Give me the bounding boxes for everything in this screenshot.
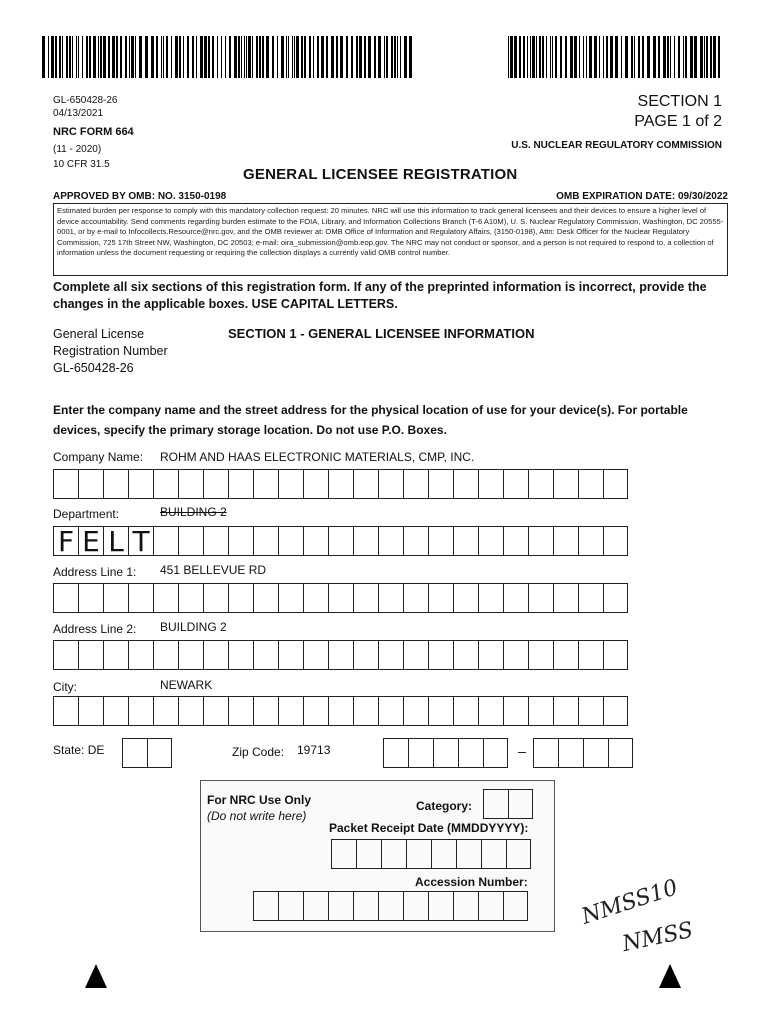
char-cell[interactable] — [378, 696, 403, 726]
char-cell[interactable] — [53, 526, 78, 556]
char-cell[interactable] — [503, 696, 528, 726]
char-cell[interactable] — [178, 469, 203, 499]
handwritten-nmss: NMSS — [620, 917, 696, 958]
section-number: SECTION 1 — [637, 93, 722, 110]
zip-input[interactable] — [383, 738, 508, 768]
char-cell[interactable] — [553, 696, 578, 726]
char-cell[interactable] — [506, 839, 531, 869]
registration-number: GL-650428-26 — [53, 361, 134, 375]
zip-dash — [518, 752, 526, 753]
handwritten-nmss10: NMSS10 — [578, 875, 681, 930]
accession-label: Accession Number: — [415, 875, 528, 889]
char-cell[interactable] — [458, 738, 483, 768]
nrc-use-box — [200, 780, 555, 932]
char-cell[interactable] — [406, 839, 431, 869]
char-cell[interactable] — [78, 526, 103, 556]
char-cell[interactable] — [403, 526, 428, 556]
registration-label-2: Registration Number — [53, 344, 168, 358]
char-cell[interactable] — [128, 640, 153, 670]
zip-ext-input[interactable] — [533, 738, 633, 768]
form-date: 04/13/2021 — [53, 108, 104, 119]
char-cell[interactable] — [103, 469, 128, 499]
form-title: GENERAL LICENSEE REGISTRATION — [243, 166, 518, 183]
form-name: NRC FORM 664 — [53, 126, 134, 138]
char-cell[interactable] — [278, 696, 303, 726]
char-cell[interactable] — [428, 583, 453, 613]
zip-value: 19713 — [297, 743, 331, 757]
address1-value: 451 BELLEVUE RD — [160, 563, 267, 577]
address1-input[interactable] — [53, 583, 628, 613]
char-cell[interactable] — [253, 526, 278, 556]
char-cell[interactable] — [508, 789, 533, 819]
char-cell[interactable] — [228, 469, 253, 499]
char-cell[interactable] — [356, 839, 381, 869]
char-cell[interactable] — [478, 640, 503, 670]
form-id: GL-650428-26 — [53, 95, 118, 106]
char-cell[interactable] — [353, 891, 378, 921]
char-cell[interactable] — [608, 738, 633, 768]
nrc-use-subtitle: (Do not write here) — [207, 809, 307, 823]
registration-label-1: General License — [53, 327, 145, 341]
char-cell[interactable] — [103, 526, 128, 556]
char-cell[interactable] — [503, 640, 528, 670]
section-title: SECTION 1 - GENERAL LICENSEE INFORMATION — [228, 326, 535, 341]
barcode-right — [508, 36, 722, 78]
char-cell[interactable] — [328, 469, 353, 499]
char-cell[interactable] — [53, 640, 78, 670]
char-cell[interactable] — [428, 696, 453, 726]
char-cell[interactable] — [478, 526, 503, 556]
char-cell[interactable] — [403, 891, 428, 921]
char-cell[interactable] — [147, 738, 172, 768]
char-cell[interactable] — [153, 526, 178, 556]
handwritten-letter: L — [108, 524, 124, 558]
char-cell[interactable] — [428, 640, 453, 670]
char-cell[interactable] — [603, 640, 628, 670]
city-input[interactable] — [53, 696, 628, 726]
address-instructions: Enter the company name and the street address for the physical location of use for your device(s). For portable devices, specify the primary storage location. Do not use P.O. Boxes. — [53, 403, 688, 437]
char-cell[interactable] — [603, 696, 628, 726]
char-cell[interactable] — [303, 526, 328, 556]
char-cell[interactable] — [578, 640, 603, 670]
char-cell[interactable] — [378, 583, 403, 613]
char-cell[interactable] — [103, 640, 128, 670]
char-cell[interactable] — [153, 640, 178, 670]
char-cell[interactable] — [253, 696, 278, 726]
char-cell[interactable] — [328, 891, 353, 921]
char-cell[interactable] — [503, 891, 528, 921]
char-cell[interactable] — [553, 640, 578, 670]
char-cell[interactable] — [478, 469, 503, 499]
char-cell[interactable] — [528, 583, 553, 613]
char-cell[interactable] — [553, 526, 578, 556]
char-cell[interactable] — [228, 526, 253, 556]
instructions: Complete all six sections of this registration form. If any of the preprinted information is incorrect, provide the changes in the applicable boxes. USE CAPITAL LETTERS. — [53, 280, 707, 311]
page-number: PAGE 1 of 2 — [634, 113, 722, 130]
char-cell[interactable] — [228, 583, 253, 613]
char-cell[interactable] — [403, 696, 428, 726]
receipt-date-label: Packet Receipt Date (MMDDYYYY): — [329, 821, 529, 835]
char-cell[interactable] — [53, 469, 78, 499]
char-cell[interactable] — [483, 789, 508, 819]
char-cell[interactable] — [453, 469, 478, 499]
char-cell[interactable] — [403, 469, 428, 499]
char-cell[interactable] — [483, 738, 508, 768]
address2-input[interactable] — [53, 640, 628, 670]
char-cell[interactable] — [378, 640, 403, 670]
char-cell[interactable] — [178, 696, 203, 726]
char-cell[interactable] — [328, 526, 353, 556]
char-cell[interactable] — [528, 696, 553, 726]
category-input[interactable] — [483, 789, 533, 819]
char-cell[interactable] — [328, 583, 353, 613]
form-revision: (11 - 2020) — [53, 144, 102, 155]
registration-mark-left — [85, 964, 107, 988]
char-cell[interactable] — [122, 738, 147, 768]
char-cell[interactable] — [153, 583, 178, 613]
company-value: ROHM AND HAAS ELECTRONIC MATERIALS, CMP, INC. — [160, 450, 475, 464]
char-cell[interactable] — [278, 526, 303, 556]
char-cell[interactable] — [53, 696, 78, 726]
company-label: Company Name: — [53, 450, 144, 464]
char-cell[interactable] — [603, 526, 628, 556]
char-cell[interactable] — [453, 526, 478, 556]
char-cell[interactable] — [453, 696, 478, 726]
char-cell[interactable] — [381, 839, 406, 869]
char-cell[interactable] — [408, 738, 433, 768]
char-cell[interactable] — [403, 583, 428, 613]
receipt-date-input[interactable] — [331, 839, 531, 869]
char-cell[interactable] — [453, 640, 478, 670]
char-cell[interactable] — [478, 583, 503, 613]
char-cell[interactable] — [153, 696, 178, 726]
accession-input[interactable] — [253, 891, 528, 921]
char-cell[interactable] — [553, 469, 578, 499]
char-cell[interactable] — [456, 839, 481, 869]
char-cell[interactable] — [103, 583, 128, 613]
char-cell[interactable] — [578, 696, 603, 726]
char-cell[interactable] — [128, 583, 153, 613]
agency-name: U.S. NUCLEAR REGULATORY COMMISSION — [511, 140, 722, 151]
char-cell[interactable] — [253, 891, 278, 921]
char-cell[interactable] — [253, 469, 278, 499]
char-cell[interactable] — [603, 583, 628, 613]
char-cell[interactable] — [128, 526, 153, 556]
char-cell[interactable] — [228, 696, 253, 726]
handwritten-letter: F — [57, 524, 75, 558]
char-cell[interactable] — [478, 891, 503, 921]
char-cell[interactable] — [278, 640, 303, 670]
char-cell[interactable] — [128, 469, 153, 499]
char-cell[interactable] — [331, 839, 356, 869]
char-cell[interactable] — [528, 469, 553, 499]
char-cell[interactable] — [353, 583, 378, 613]
char-cell[interactable] — [203, 583, 228, 613]
char-cell[interactable] — [178, 526, 203, 556]
char-cell[interactable] — [253, 583, 278, 613]
char-cell[interactable] — [303, 469, 328, 499]
char-cell[interactable] — [583, 738, 608, 768]
department-value: BUILDING 2 — [160, 505, 227, 519]
omb-approved: APPROVED BY OMB: NO. 3150-0198 — [53, 191, 227, 202]
zip-label: Zip Code: — [232, 745, 285, 759]
char-cell[interactable] — [278, 469, 303, 499]
char-cell[interactable] — [378, 526, 403, 556]
char-cell[interactable] — [178, 640, 203, 670]
char-cell[interactable] — [428, 891, 453, 921]
char-cell[interactable] — [433, 738, 458, 768]
char-cell[interactable] — [203, 526, 228, 556]
char-cell[interactable] — [553, 583, 578, 613]
category-label: Category: — [416, 799, 473, 813]
char-cell[interactable] — [431, 839, 456, 869]
char-cell[interactable] — [528, 526, 553, 556]
char-cell[interactable] — [478, 696, 503, 726]
char-cell[interactable] — [378, 891, 403, 921]
char-cell[interactable] — [481, 839, 506, 869]
char-cell[interactable] — [78, 696, 103, 726]
char-cell[interactable] — [403, 640, 428, 670]
cfr-reference: 10 CFR 31.5 — [53, 159, 110, 170]
char-cell[interactable] — [303, 696, 328, 726]
state-label: State: DE — [53, 743, 105, 757]
char-cell[interactable] — [503, 583, 528, 613]
char-cell[interactable] — [353, 640, 378, 670]
char-cell[interactable] — [78, 469, 103, 499]
char-cell[interactable] — [453, 891, 478, 921]
state-input[interactable] — [122, 738, 172, 768]
char-cell[interactable] — [78, 583, 103, 613]
char-cell[interactable] — [603, 469, 628, 499]
handwritten-letter: E — [82, 524, 100, 558]
char-cell[interactable] — [428, 469, 453, 499]
char-cell[interactable] — [203, 696, 228, 726]
char-cell[interactable] — [528, 640, 553, 670]
char-cell[interactable] — [533, 738, 558, 768]
char-cell[interactable] — [253, 640, 278, 670]
char-cell[interactable] — [278, 891, 303, 921]
omb-expiration: OMB EXPIRATION DATE: 09/30/2022 — [556, 191, 728, 202]
char-cell[interactable] — [428, 526, 453, 556]
char-cell[interactable] — [353, 469, 378, 499]
char-cell[interactable] — [353, 526, 378, 556]
char-cell[interactable] — [578, 583, 603, 613]
registration-block — [53, 326, 168, 377]
char-cell[interactable] — [578, 469, 603, 499]
city-label: City: — [53, 680, 77, 694]
registration-mark-right — [659, 964, 681, 988]
nrc-use-title: For NRC Use Only — [207, 793, 312, 807]
char-cell[interactable] — [328, 696, 353, 726]
char-cell[interactable] — [228, 640, 253, 670]
char-cell[interactable] — [558, 738, 583, 768]
char-cell[interactable] — [503, 526, 528, 556]
address2-label: Address Line 2: — [53, 622, 137, 636]
char-cell[interactable] — [453, 583, 478, 613]
burden-disclaimer: Estimated burden per response to comply with this mandatory collection request: 20 minutes. NRC will use this information to track general licensees and their devices to ensure a higher level of device accountability. Send comments regarding burden estimate to the FOIA, Library, and Information Collections Branch (T-6 A10M), U. S. Nuclear Regulatory Commission, Washington, DC 20555-0001, or by e-mail to Infocollects.Resource@nrc.gov, and the OMB reviewer at: OMB Office of Information and Regulatory Affairs, (3150-0198), Attn: Desk Officer for the Nuclear Regulatory Commission, 725 17th Street NW, Washington, DC 20503; e-mail: oira_submission@omb.eop.gov. The NRC may not conduct or sponsor, and a person is not required to respond to, a collection of information unless the document requesting or requiring the collection displays a currently valid OMB control number. — [53, 203, 728, 276]
address1-label: Address Line 1: — [53, 565, 137, 579]
char-cell[interactable] — [303, 583, 328, 613]
char-cell[interactable] — [103, 696, 128, 726]
char-cell[interactable] — [353, 696, 378, 726]
char-cell[interactable] — [178, 583, 203, 613]
char-cell[interactable] — [328, 640, 353, 670]
char-cell[interactable] — [53, 583, 78, 613]
department-input[interactable] — [53, 526, 628, 556]
company-input[interactable] — [53, 469, 628, 499]
char-cell[interactable] — [383, 738, 408, 768]
char-cell[interactable] — [203, 640, 228, 670]
char-cell[interactable] — [203, 469, 228, 499]
char-cell[interactable] — [503, 469, 528, 499]
city-value: NEWARK — [160, 678, 213, 692]
handwritten-letter: T — [132, 524, 150, 558]
department-label: Department: — [53, 507, 120, 521]
char-cell[interactable] — [578, 526, 603, 556]
char-cell[interactable] — [378, 469, 403, 499]
char-cell[interactable] — [153, 469, 178, 499]
char-cell[interactable] — [78, 640, 103, 670]
char-cell[interactable] — [303, 891, 328, 921]
char-cell[interactable] — [278, 583, 303, 613]
barcode-left — [42, 36, 412, 78]
char-cell[interactable] — [128, 696, 153, 726]
address2-value: BUILDING 2 — [160, 620, 227, 634]
char-cell[interactable] — [303, 640, 328, 670]
